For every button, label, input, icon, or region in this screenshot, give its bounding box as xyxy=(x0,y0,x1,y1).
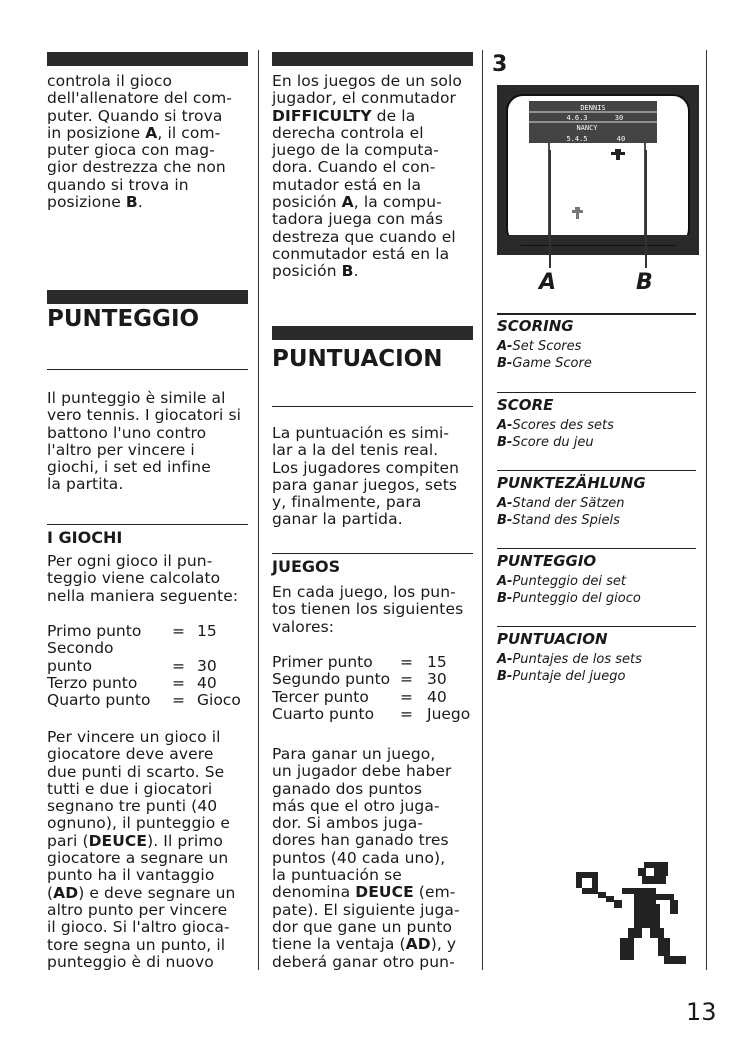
legend-entry xyxy=(497,496,625,513)
col2-sub-rule xyxy=(272,553,473,554)
col1-sub-rule xyxy=(47,524,248,525)
screen-row2: 5.4.5 xyxy=(566,135,588,143)
legend-prefix: A- xyxy=(497,574,513,589)
legend-entry xyxy=(497,339,592,356)
text-line: dor. Si ambos juga- xyxy=(272,814,424,833)
text-line: derecha controla el xyxy=(272,123,424,142)
text-line: denomina DEUCE (em- xyxy=(272,883,456,902)
legend-prefix: B- xyxy=(497,512,513,528)
table-value: 30 xyxy=(427,670,447,689)
legend-entries xyxy=(497,652,642,685)
text-line: dor que gane un punto xyxy=(272,917,453,936)
text-line: tore segna un punto, il xyxy=(47,935,226,954)
column-divider-2 xyxy=(482,50,483,970)
table-label: Quarto punto xyxy=(47,691,151,710)
table-equals: = xyxy=(172,656,185,675)
column-divider-3 xyxy=(706,50,707,970)
legend-text: Set Scores xyxy=(512,339,582,354)
text-line: nella maniera seguente: xyxy=(47,586,239,605)
text-line: puter. Quando si trova xyxy=(47,106,223,125)
table-value: Juego xyxy=(427,704,471,723)
table-label: Terzo punto xyxy=(47,673,138,692)
table-label: Primo punto xyxy=(47,622,142,640)
legend-entry xyxy=(497,435,614,452)
table-equals: = xyxy=(172,691,185,710)
col1-intro xyxy=(47,73,232,211)
legend-entry xyxy=(497,513,625,530)
column-divider-1 xyxy=(258,50,259,970)
legend-entries xyxy=(497,418,614,451)
col1-heading: PUNTEGGIO xyxy=(47,306,200,332)
text-line: (AD) e deve segnare un xyxy=(47,883,236,902)
text-line: l'altro per vincere i xyxy=(47,440,195,459)
text-line: puter gioca con mag- xyxy=(47,141,215,160)
table-equals: = xyxy=(172,622,185,640)
table-equals: = xyxy=(172,673,185,692)
text-line: punteggio è di nuovo xyxy=(47,952,214,971)
text-line: dora. Cuando el con- xyxy=(272,158,436,177)
legend-entry xyxy=(497,669,642,686)
text-line: ganado dos puntos xyxy=(272,779,423,798)
table-label: Tercer punto xyxy=(272,687,369,706)
text-line: En los juegos de un solo xyxy=(272,72,462,90)
table-value: 40 xyxy=(197,673,217,692)
legend-entry xyxy=(497,591,641,608)
text-line: tutti e due i giocatori xyxy=(47,779,213,798)
screen-name2: NANCY xyxy=(576,124,598,132)
legend-rule xyxy=(497,313,696,315)
legend-prefix: B- xyxy=(497,434,513,450)
table-equals: = xyxy=(400,704,413,723)
legend-entry xyxy=(497,418,614,435)
pointer-line-b xyxy=(645,150,647,268)
page-number: 13 xyxy=(686,998,717,1026)
text-line: giocatore deve avere xyxy=(47,745,214,764)
text-line: battono l'uno contro xyxy=(47,423,207,442)
tennis-player-icon xyxy=(572,858,694,972)
text-line: posizione B. xyxy=(47,193,143,212)
legend-entry xyxy=(497,652,642,669)
legend-entry xyxy=(497,356,592,373)
legend-prefix: B- xyxy=(497,668,513,684)
screen-row1: 4.6.3 xyxy=(566,114,588,122)
text-line: tos tienen los siguientes xyxy=(272,600,464,619)
col2-para1 xyxy=(272,425,459,529)
text-line: valores: xyxy=(272,617,335,636)
text-line: ognuno), il punteggio e xyxy=(47,814,231,833)
table-label: Primer punto xyxy=(272,653,373,671)
col1-subheading: I GIOCHI xyxy=(47,528,123,547)
legend-text: Punteggio dei set xyxy=(512,574,626,589)
legend-text: Puntajes de los sets xyxy=(512,652,642,667)
legend-entry xyxy=(497,574,641,591)
col2-top-bar xyxy=(272,52,473,66)
col1-score-table xyxy=(47,623,252,709)
text-line: pate). El siguiente juga- xyxy=(272,900,460,919)
text-line: giochi, i set ed infine xyxy=(47,458,211,477)
table-row xyxy=(272,689,477,706)
text-line: giocatore a segnare un xyxy=(47,849,229,868)
legend-title: PUNKTEZÄHLUNG xyxy=(497,474,646,492)
table-equals: = xyxy=(400,687,413,706)
text-line: lar a la del tenis real. xyxy=(272,441,439,460)
table-row xyxy=(47,623,252,640)
pointer-line-a xyxy=(549,150,551,268)
text-line: y, finalmente, para xyxy=(272,493,422,512)
legend-prefix: A- xyxy=(497,418,513,433)
legend-prefix: A- xyxy=(497,652,513,667)
text-line: il gioco. Si l'altro gioca- xyxy=(47,918,230,937)
text-line: ganar la partida. xyxy=(272,510,403,529)
legend-text: Stand der Sätzen xyxy=(512,496,625,511)
text-line: deberá ganar otro pun- xyxy=(272,952,455,971)
text-line: para ganar juegos, sets xyxy=(272,475,458,494)
text-line: teggio viene calcolato xyxy=(47,569,221,588)
legend-text: Scores des sets xyxy=(512,418,614,433)
table-value: 15 xyxy=(197,622,217,640)
text-line: posición B. xyxy=(272,262,359,281)
col2-heading-rule xyxy=(272,406,473,407)
col2-para3 xyxy=(272,746,460,971)
legend-title: SCORE xyxy=(497,396,554,414)
legend-title: PUNTEGGIO xyxy=(497,552,597,570)
text-line: posición A, la compu- xyxy=(272,193,442,212)
text-line: segnano tre punti (40 xyxy=(47,797,218,816)
text-line: DIFFICULTY de la xyxy=(272,106,416,125)
text-line: dores han ganado tres xyxy=(272,831,449,850)
legend-prefix: A- xyxy=(497,339,513,354)
table-equals: = xyxy=(400,653,413,671)
table-row xyxy=(47,692,252,709)
col1-para1 xyxy=(47,390,241,494)
text-line: jugador, el conmutador xyxy=(272,89,457,108)
legend-rule xyxy=(497,470,696,471)
screen-title: DENNIS xyxy=(580,104,606,112)
label-a: A xyxy=(539,270,557,295)
table-row xyxy=(47,658,252,675)
table-row xyxy=(272,654,477,671)
text-line: pari (DEUCE). Il primo xyxy=(47,831,224,850)
table-value: 15 xyxy=(427,653,447,671)
screen-row1b: 30 xyxy=(614,114,624,122)
legend-text: Puntaje del juego xyxy=(512,668,626,684)
table-label: Cuarto punto xyxy=(272,704,375,723)
table-value: Gioco xyxy=(197,691,241,710)
legend-prefix: A- xyxy=(497,496,513,511)
col1-heading-rule xyxy=(47,369,248,370)
table-value: 40 xyxy=(427,687,447,706)
text-line: destreza que cuando el xyxy=(272,227,456,246)
text-line: tadora juega con más xyxy=(272,210,444,229)
table-label: Secondo xyxy=(47,639,114,658)
text-line: la partita. xyxy=(47,475,124,494)
col2-heading: PUNTUACION xyxy=(272,346,443,372)
text-line: punto ha il vantaggio xyxy=(47,866,215,885)
label-b: B xyxy=(636,270,653,295)
table-row xyxy=(272,671,477,688)
text-line: la puntuación se xyxy=(272,866,402,885)
table-equals: = xyxy=(400,670,413,689)
legend-title: SCORING xyxy=(497,317,574,335)
text-line: quando si trova in xyxy=(47,175,189,194)
text-line: in posizione A, il com- xyxy=(47,123,221,142)
col2-score-table xyxy=(272,654,477,723)
text-line: puntos (40 cada uno), xyxy=(272,848,446,867)
col2-subheading: JUEGOS xyxy=(272,557,341,576)
table-row xyxy=(47,675,252,692)
table-label: punto xyxy=(47,656,93,675)
legend-prefix: B- xyxy=(497,590,513,606)
col2-intro xyxy=(272,73,462,281)
text-line: La puntuación es simi- xyxy=(272,424,450,442)
text-line: más que el otro juga- xyxy=(272,796,440,815)
legend-prefix: B- xyxy=(497,355,513,371)
col1-para3 xyxy=(47,729,235,971)
col1-para2 xyxy=(47,553,238,605)
legend-entries xyxy=(497,574,641,607)
legend-text: Score du jeu xyxy=(512,434,594,450)
col1-top-bar xyxy=(47,52,248,66)
text-line: Para ganar un juego, xyxy=(272,745,436,763)
legend-entries xyxy=(497,496,625,529)
col2-para2 xyxy=(272,584,463,636)
table-value: 30 xyxy=(197,656,217,675)
text-line: En cada juego, los pun- xyxy=(272,583,456,601)
text-line: tiene la ventaja (AD), y xyxy=(272,935,457,954)
text-line: Los jugadores compiten xyxy=(272,458,460,477)
col2-heading-bar xyxy=(272,326,473,340)
text-line: conmutador está en la xyxy=(272,244,450,263)
text-line: un jugador debe haber xyxy=(272,762,452,781)
text-line: dell'allenatore del com- xyxy=(47,89,232,108)
text-line: altro punto per vincere xyxy=(47,900,228,919)
legend-entries xyxy=(497,339,592,372)
legend-rule xyxy=(497,626,696,627)
tv-screen-illustration xyxy=(497,85,699,255)
text-line: Il punteggio è simile al xyxy=(47,389,226,407)
table-label: Segundo punto xyxy=(272,670,391,689)
text-line: vero tennis. I giocatori si xyxy=(47,406,242,425)
legend-text: Game Score xyxy=(512,355,592,371)
text-line: gior destrezza che non xyxy=(47,158,226,177)
legend-text: Punteggio del gioco xyxy=(512,590,641,606)
legend-title: PUNTUACION xyxy=(497,630,608,648)
screen-row2b: 40 xyxy=(616,135,626,143)
legend-rule xyxy=(497,548,696,549)
text-line: juego de la computa- xyxy=(272,141,439,160)
table-row xyxy=(47,640,252,657)
legend-text: Stand des Spiels xyxy=(512,512,620,528)
text-line: controla il gioco xyxy=(47,72,173,90)
table-row xyxy=(272,706,477,723)
legend-rule xyxy=(497,392,696,393)
figure-number: 3 xyxy=(492,52,508,77)
col1-heading-bar xyxy=(47,290,248,304)
text-line: mutador está en la xyxy=(272,175,422,194)
text-line: due punti di scarto. Se xyxy=(47,762,225,781)
text-line: Per ogni gioco il pun- xyxy=(47,552,213,570)
text-line: Per vincere un gioco il xyxy=(47,728,221,746)
